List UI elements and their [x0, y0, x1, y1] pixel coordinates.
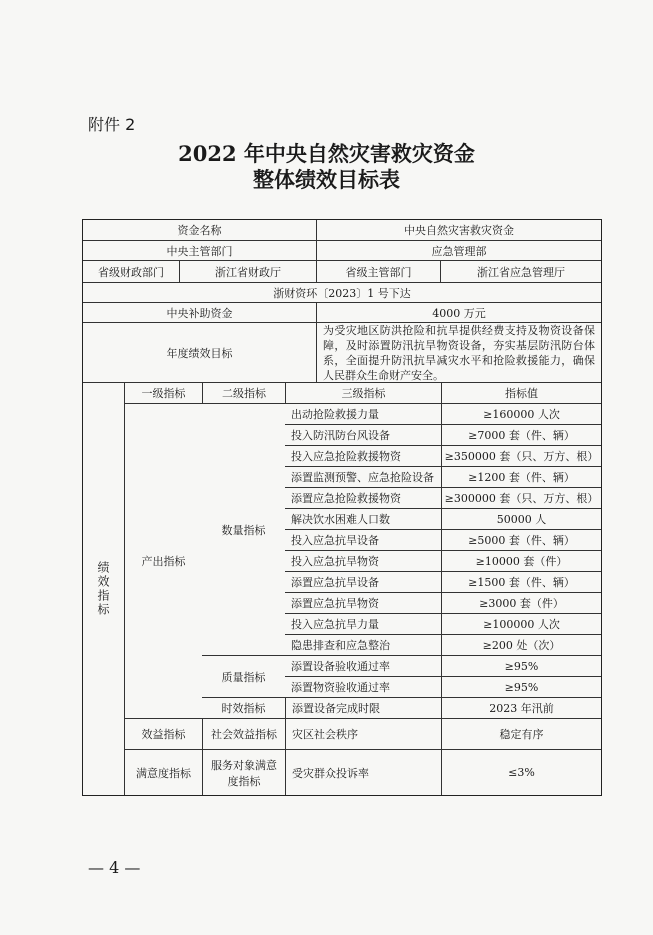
quantity-level3: 投入应急抗旱力量: [291, 618, 379, 631]
quantity-row: [285, 466, 601, 487]
quantity-level3: 添置应急抢险救援物资: [291, 492, 401, 505]
quantity-row: [285, 404, 601, 424]
prov-dept-value: 浙江省应急管理厅: [440, 261, 601, 282]
quality-indicator-label: 质量指标: [221, 670, 266, 684]
quantity-row: [285, 508, 601, 529]
performance-indicators-section: [83, 382, 601, 795]
prov-finance-value: 浙江省财政厅: [179, 261, 316, 282]
prov-finance-label: 省级财政部门: [98, 265, 164, 279]
quantity-row: [285, 445, 601, 466]
quantity-block: [202, 404, 601, 655]
quantity-row: [285, 613, 601, 634]
quantity-level3: 出动抢险救援力量: [291, 408, 379, 421]
quantity-level3: 投入防汛防台风设备: [291, 429, 390, 442]
perf-label: 绩效指标: [96, 561, 110, 617]
fund-name-row: [83, 220, 601, 240]
quality-level3: 添置物资验收通过率: [291, 681, 390, 694]
output-indicator-label: 产出指标: [141, 555, 186, 568]
timeliness-indicator-label: 时效指标: [221, 702, 266, 715]
annual-goal-row: [83, 322, 601, 382]
doc-number-row: [83, 282, 601, 302]
quantity-level3: 添置应急抗旱物资: [291, 597, 379, 610]
satisfaction-value: ≤3%: [441, 750, 601, 795]
quantity-row: [285, 487, 601, 508]
timeliness-row: [202, 697, 601, 718]
quantity-value: ≥350000 套（只、万方、根）: [441, 446, 601, 466]
benefit-indicator-label: 效益指标: [141, 728, 186, 741]
quantity-value: ≥5000 套（件、辆）: [441, 530, 601, 550]
quantity-value: ≥1500 套（件、辆）: [441, 572, 601, 592]
header-value: 指标值: [441, 383, 601, 403]
provincial-row: [83, 260, 601, 282]
quantity-value: ≥7000 套（件、辆）: [441, 425, 601, 445]
quantity-value: ≥100000 人次: [441, 614, 601, 634]
quantity-row: [285, 634, 601, 655]
perf-grid: [124, 383, 601, 795]
quality-row: [285, 656, 601, 676]
output-block: [125, 403, 601, 718]
satisfaction-row: [125, 749, 601, 795]
quality-block: [202, 655, 601, 697]
quantity-value: ≥300000 套（只、万方、根）: [441, 488, 601, 508]
header-level2: 二级指标: [202, 383, 285, 403]
doc-number: 浙财资环〔2023〕1 号下达: [273, 286, 411, 300]
annual-goal-label: 年度绩效目标: [166, 346, 233, 360]
fund-name-value: 中央自然灾害救灾资金: [316, 220, 601, 240]
quantity-value: ≥10000 套（件）: [441, 551, 601, 571]
social-level3: 灾区社会秩序: [285, 719, 441, 749]
quality-level3: 添置设备验收通过率: [291, 660, 390, 673]
subsidy-row: [83, 302, 601, 322]
subsidy-label: 中央补助资金: [166, 306, 233, 320]
perf-header-row: [125, 383, 601, 403]
quantity-value: ≥1200 套（件、辆）: [441, 467, 601, 487]
quantity-row: [285, 529, 601, 550]
central-dept-label: 中央主管部门: [166, 244, 233, 258]
header-level1: 一级指标: [141, 387, 186, 400]
quantity-level3: 投入应急抢险救援物资: [291, 450, 401, 463]
quantity-level3: 添置监测预警、应急抢险设备: [291, 471, 434, 484]
quantity-level3: 添置应急抗旱设备: [291, 576, 379, 589]
quantity-value: ≥160000 人次: [441, 404, 601, 424]
page-number: — 4 —: [88, 858, 141, 877]
timeliness-value: 2023 年汛前: [441, 698, 601, 718]
fund-name-label: 资金名称: [177, 224, 222, 237]
quantity-row: [285, 592, 601, 613]
quantity-level3: 投入应急抗旱设备: [291, 534, 379, 547]
subsidy-value: 4000 万元: [316, 303, 601, 322]
satisfaction-indicator-label: 满意度指标: [136, 766, 191, 780]
quality-row: [285, 676, 601, 697]
document-title-line1: 2022 年中央自然灾害救灾资金: [178, 141, 475, 166]
quality-value: ≥95%: [441, 677, 601, 697]
quantity-indicator-label: 数量指标: [221, 523, 266, 537]
quantity-level3: 解决饮水困难人口数: [291, 513, 390, 526]
header-level3: 三级指标: [285, 383, 441, 403]
quantity-row: [285, 424, 601, 445]
perf-label-cell: [83, 383, 124, 795]
quantity-level3: 隐患排查和应急整治: [291, 639, 390, 652]
satisfaction-level3: 受灾群众投诉率: [285, 750, 441, 795]
social-value: 稳定有序: [441, 719, 601, 749]
quality-value: ≥95%: [441, 656, 601, 676]
annual-goal-text: 为受灾地区防洪抢险和抗旱提供经费支持及物资设备保障，及时添置防汛抗旱物资设备，夯实基层防汛防台体系，全面提升防汛抗旱减灾水平和抢险救援能力，确保人民群众生命财产安全。: [316, 323, 601, 382]
quantity-value: 50000 人: [441, 509, 601, 529]
document-title-line2: 整体绩效目标表: [253, 167, 400, 192]
service-satisfaction-label: 服务对象满意度指标: [202, 750, 285, 795]
quantity-level3: 投入应急抗旱物资: [291, 555, 379, 568]
quantity-row: [285, 550, 601, 571]
central-dept-row: [83, 240, 601, 260]
social-benefit-label: 社会效益指标: [202, 719, 285, 749]
benefit-row: [125, 718, 601, 749]
central-dept-value: 应急管理部: [316, 241, 601, 260]
quantity-value: ≥200 处（次）: [441, 635, 601, 655]
timeliness-level3: 添置设备完成时限: [285, 698, 441, 718]
performance-target-table: [82, 219, 602, 796]
annex-label: 附件 2: [88, 115, 136, 134]
quantity-value: ≥3000 套（件）: [441, 593, 601, 613]
quantity-row: [285, 571, 601, 592]
prov-dept-label: 省级主管部门: [316, 261, 440, 282]
